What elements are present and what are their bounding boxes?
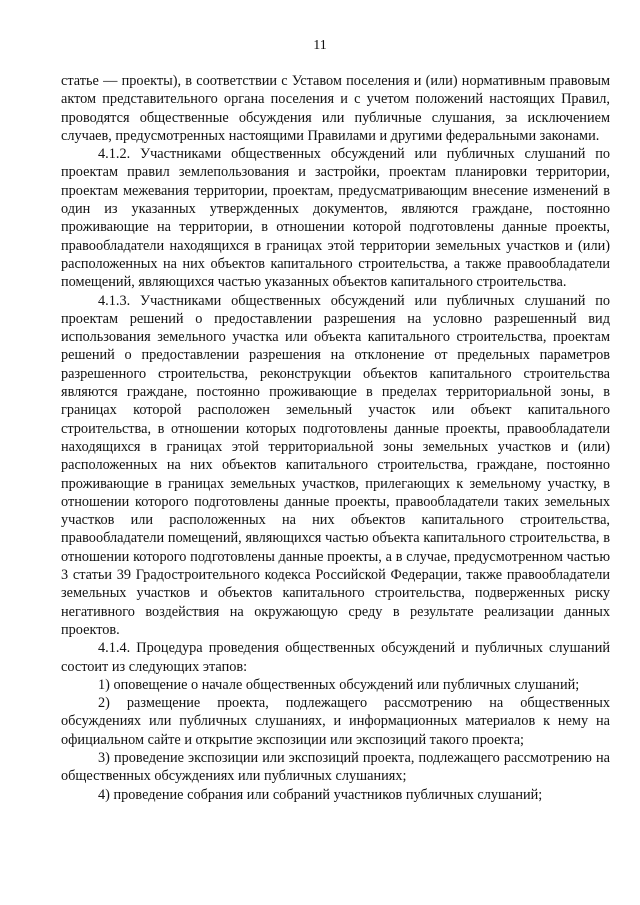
list-item-2: 2) размещение проекта, подлежащего рассмотрению на общественных обсуждениях или публичных слушаниях, и информационных материалов к нему на официальном сайте и открытие экспозиции или экспозиций такого проекта; — [61, 695, 610, 748]
paragraph-4-1-3: 4.1.3. Участниками общественных обсуждений или публичных слушаний по проектам решений о предоставлении разрешения на условно разрешенный вид использования земельного участка или объекта капитального строительства, проектам решений о предоставлении разрешения на отклонение от предельных параметров разрешенного строительства, реконструкции объектов капитального строительства являются граждане, постоянно проживающие в пределах территориальной зоны, в границах которой расположен земельный участок или объект капитального строительства, в отношении которых подготовлены данные проекты, правообладатели находящихся в границах этой территориальной зоны земельных участков и (или) расположенных на них объектов капитального строительства, граждане, постоянно проживающие в границах земельных участков, прилегающих к земельному участку, в отношении которого подготовлены данные проекты, правообладатели таких земельных участков или расположенных на них объектов капитального строительства, правообладатели помещений, являющихся частью объекта капитального строительства, в отношении которого подготовлены данные проекты, а в случае, предусмотренном частью 3 статьи 39 Градостроительного кодекса Российской Федерации, также правообладатели земельных участков и объектов капитального строительства, подверженных риску негативного воздействия на окружающую среду в результате реализации данных проектов. — [61, 292, 610, 638]
list-item-4: 4) проведение собрания или собраний участников публичных слушаний; — [98, 786, 543, 803]
document-body — [61, 72, 610, 804]
paragraph-4-1-2: 4.1.2. Участниками общественных обсуждений или публичных слушаний по проектам правил землепользования и застройки, проектам планировки территории, проектам межевания территории, проектам, предусматривающим внесение изменений в один из указанных утвержденных документов, являются граждане, постоянно проживающие на территории, в отношении которой подготовлены данные проекты, правообладатели находящихся в границах этой территории земельных участков и (или) расположенных на них объектов капитального строительства, а также правообладатели помещений, являющихся частью указанных объектов капитального строительства. — [61, 146, 610, 291]
list-item-1: 1) оповещение о начале общественных обсуждений или публичных слушаний; — [98, 676, 580, 693]
page-number: 11 — [313, 38, 327, 53]
list-item-3: 3) проведение экспозиции или экспозиций проекта, подлежащего рассмотрению на общественных обсуждениях или публичных слушаниях; — [61, 749, 610, 785]
paragraph-4-1-4: 4.1.4. Процедура проведения общественных обсуждений и публичных слушаний состоит из следующих этапов: — [61, 640, 610, 675]
paragraph-continuation: статье — проекты), в соответствии с Уставом поселения и (или) нормативным правовым актом представительного органа поселения и с учетом положений настоящих Правил, проводятся общественные обсуждения или публичные слушания, за исключением случаев, предусмотренных настоящими Правилами и другими федеральными законами. — [61, 73, 610, 144]
